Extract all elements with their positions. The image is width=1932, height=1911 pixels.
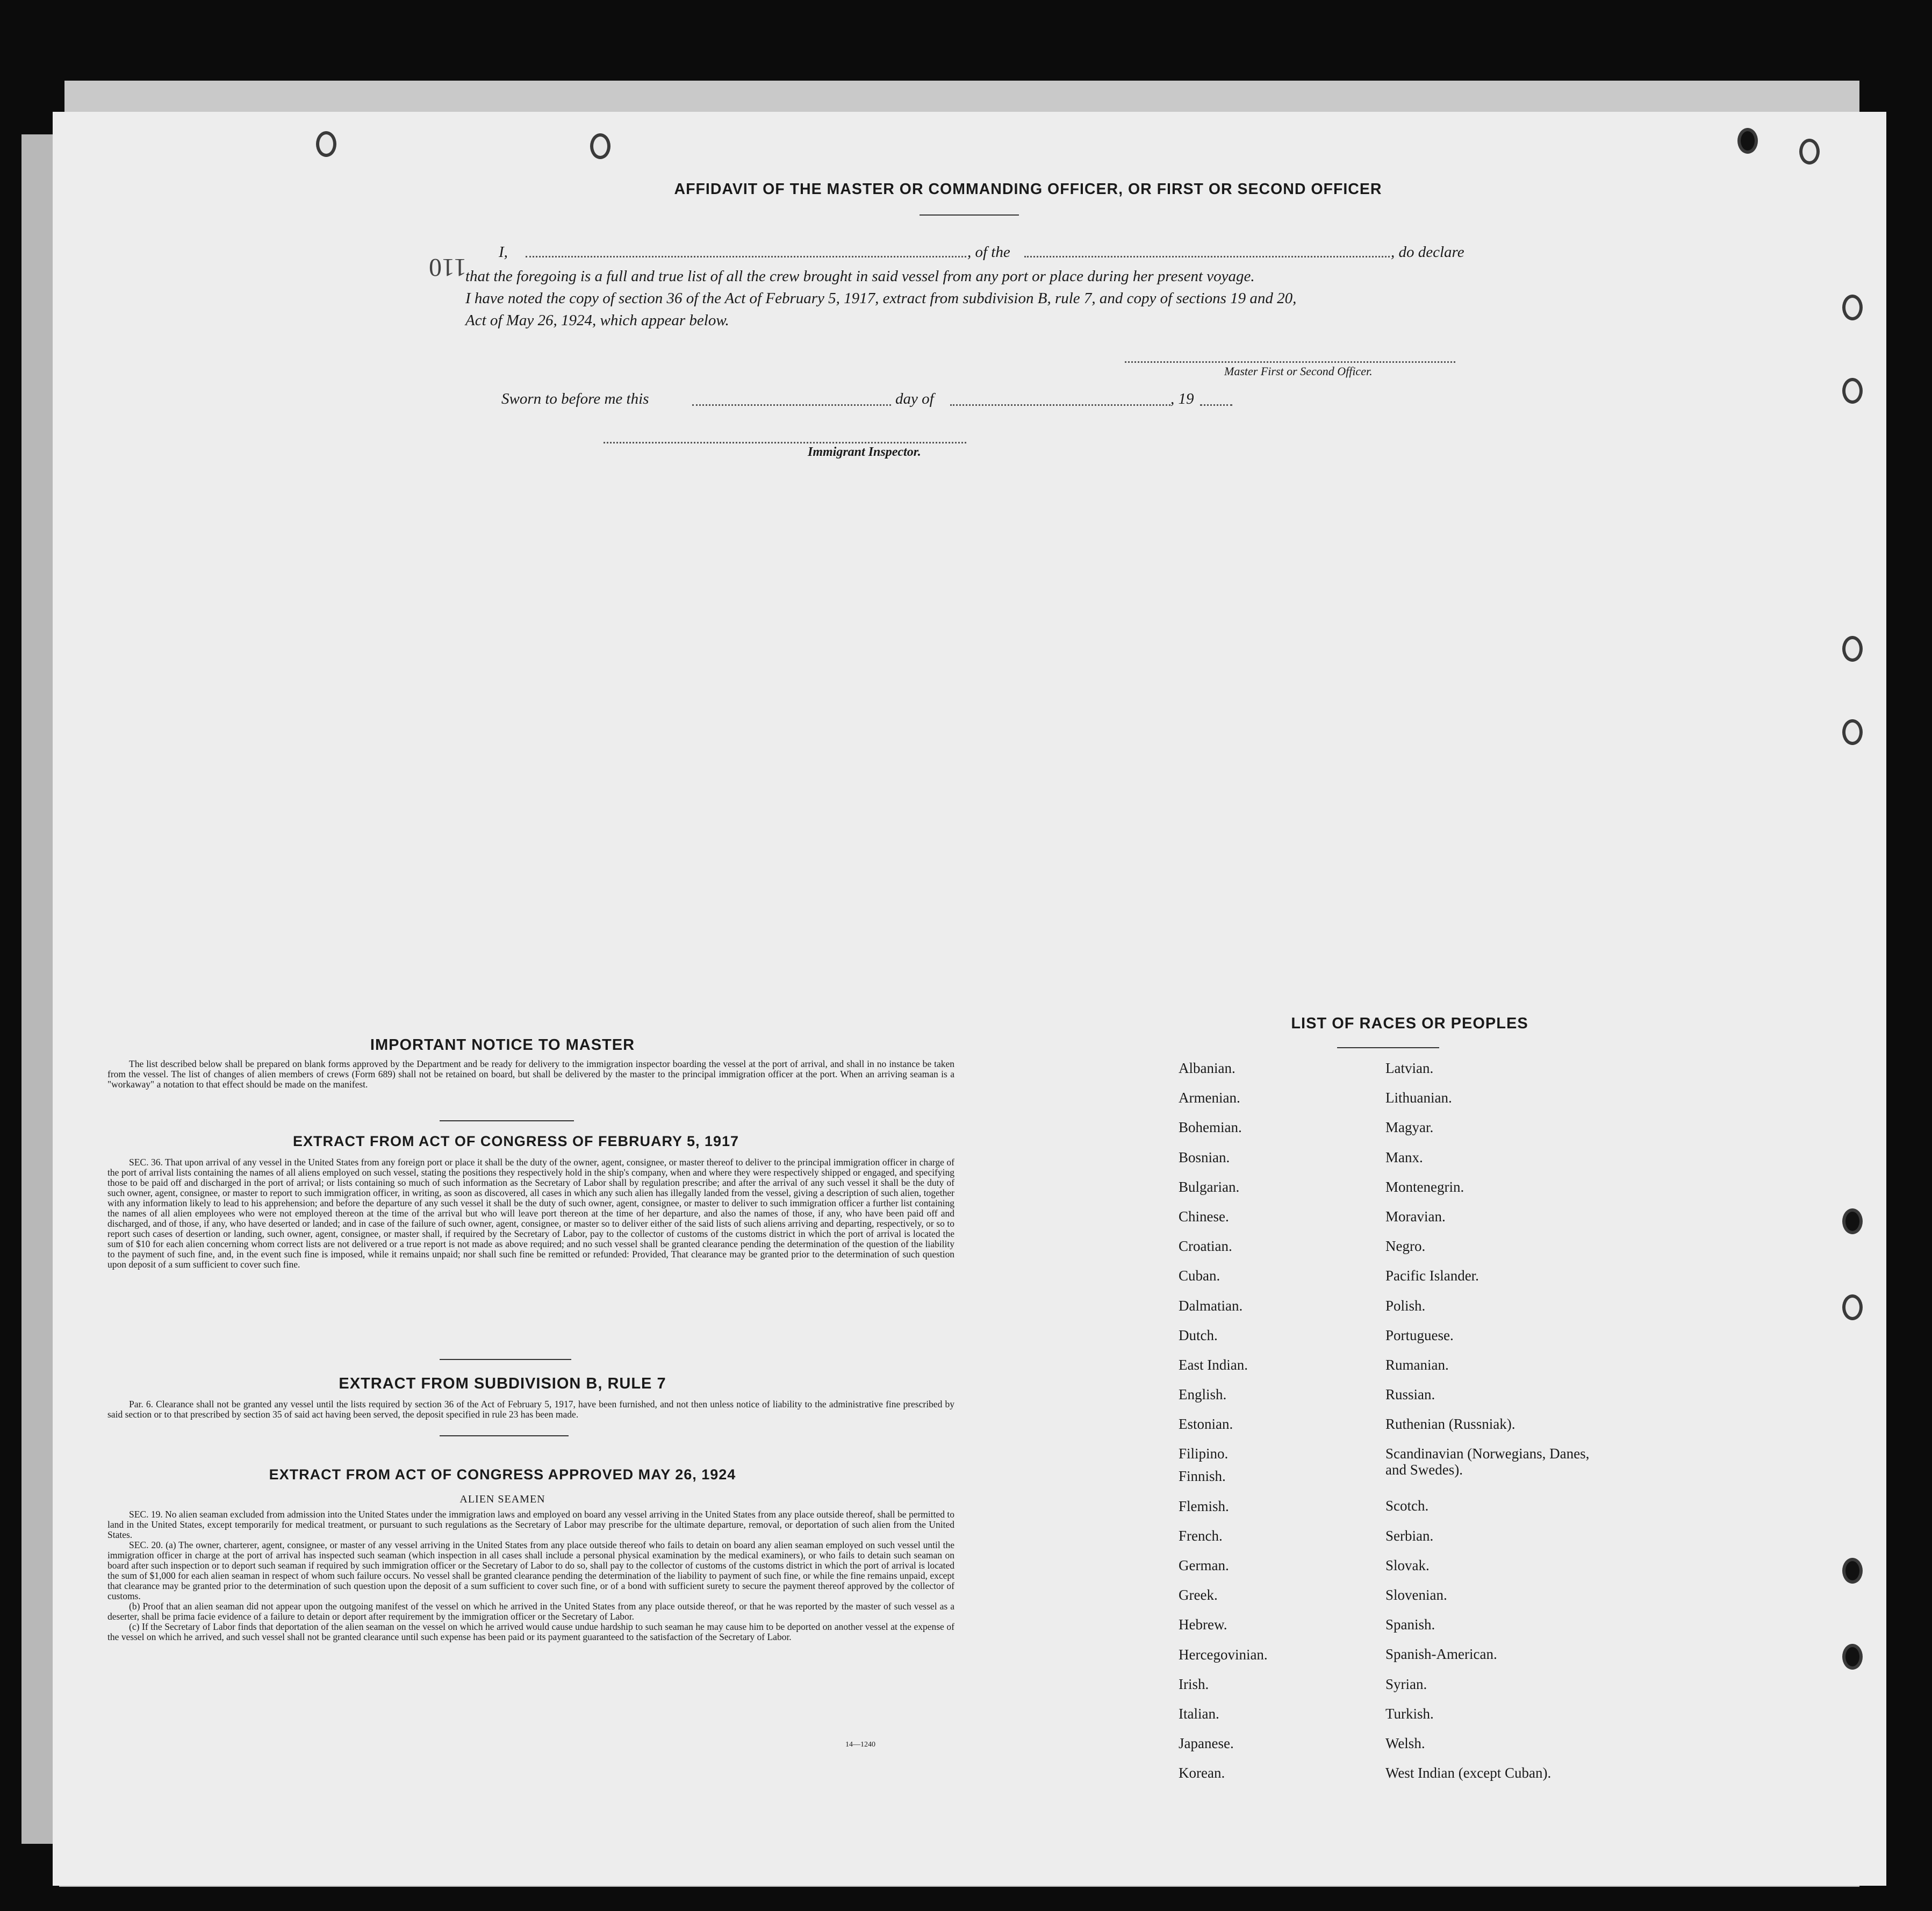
race-item: Japanese.: [1179, 1735, 1234, 1752]
race-item: English.: [1179, 1386, 1227, 1403]
vessel-field[interactable]: [1024, 256, 1390, 257]
race-item: Ruthenian (Russniak).: [1385, 1416, 1516, 1433]
affidavit-line-of: , of the: [967, 244, 1010, 261]
race-item: Russian.: [1385, 1386, 1435, 1403]
race-item: Flemish.: [1179, 1498, 1229, 1514]
punch-hole: [1737, 128, 1758, 154]
race-item: East Indian.: [1179, 1356, 1248, 1373]
race-item: Albanian.: [1179, 1060, 1236, 1076]
notice-text: [107, 1059, 954, 1090]
race-item: German.: [1179, 1557, 1229, 1573]
extract-rule7-divider: [440, 1435, 569, 1436]
extract-1917-title: EXTRACT FROM ACT OF CONGRESS OF FEBRUARY 5, 1917: [292, 1133, 739, 1149]
race-item: Turkish.: [1385, 1705, 1434, 1722]
par-6-paragraph: Par. 6. Clearance shall not be granted any vessel until the lists required by section 36 of the Act of February 5, 1917, have been furnished, and not then unless notice of liability to the administrative fine prescribed by said section or to that prescribed by section 35 of said act having been served, the deposit specified in rule 23 has been made.: [107, 1399, 954, 1420]
title-divider: [920, 214, 1019, 216]
race-item: Scandinavian (Norwegians, Danes, and Swedes).: [1385, 1445, 1590, 1478]
race-item: Slovenian.: [1385, 1587, 1447, 1603]
race-item: Irish.: [1179, 1676, 1209, 1692]
punch-hole: [1842, 1294, 1863, 1320]
race-item: West Indian (except Cuban).: [1385, 1765, 1552, 1781]
extract-rule7-text: [107, 1399, 954, 1420]
punch-hole: [1842, 719, 1863, 745]
race-item: Magyar.: [1385, 1119, 1434, 1136]
inspector-signature-label: Immigrant Inspector.: [808, 445, 921, 459]
document-page: [53, 112, 1886, 1886]
inspector-signature-field[interactable]: [604, 442, 966, 443]
race-item: Negro.: [1385, 1238, 1426, 1255]
section-36-paragraph: SEC. 36. That upon arrival of any vessel in the United States from any foreign port or place it shall be the duty of the owner, agent, consignee, or master thereof to deliver to the principal immigration officer in charge of the port of arrival lists containing the names of all aliens employed on such vessel, stating the positions they respectively hold in the ship's company, when and where they were respectively shipped or engaged, and specifying those to be paid off and discharged in the port of arrival; or lists containing so much of such information as the Secretary of Labor shall by regulation prescribe; and after the arrival of any such vessel it shall be the duty of such owner, agent, consignee, or master to report to such immigration officer, in writing, as soon as discovered, all cases in which any such alien has illegally landed from the vessel, giving a description of such alien, together with any information likely to lead to his apprehension; and before the departure of any such vessel it shall be the duty of such owner, agent, consignee, or master to deliver to such immigration officer a further list containing the names of all alien employees who were not employed thereon at the time of the arrival but who will leave port thereon at the time of her departure, and also the names of those, if any, who have been paid off and discharged, and of those, if any, who have deserted or landed; and in case of the failure of such owner, agent, consignee, or master so to deliver either of the said lists of such aliens arriving and departing, respectively, or so to report such cases of desertion or landing, such owner, agent, consignee, or master shall, if required by the Secretary of Labor, pay to the collector of customs of the customs district in which the port of arrival is located the sum of $10 for each alien concerning whom correct lists are not delivered or a true report is not made as above required; and no such vessel shall be granted clearance pending the determination of the question of the liability to the payment of such fine, and, in the event such fine is imposed, while it remains unpaid; nor shall such fine be remitted or refunded: Provided, That clearance may be granted prior to the determination of such question upon deposit of a sum sufficient to cover such fine.: [107, 1157, 954, 1270]
race-item: Spanish.: [1385, 1616, 1435, 1633]
race-item: Bosnian.: [1179, 1149, 1230, 1165]
race-item: Syrian.: [1385, 1676, 1427, 1692]
notice-paragraph: The list described below shall be prepared on blank forms approved by the Department and be ready for delivery to the immigration inspector boarding the vessel at the port of arrival, and shall in no instance be taken from the vessel. The list of changes of alien members of crews (Form 689) shall not be retained on board, but shall be delivered by the master to the principal immigration officer at the port. When an arriving seaman is a "workaway" a notation to that effect should be made on the manifest.: [107, 1058, 954, 1090]
race-item: Armenian.: [1179, 1090, 1240, 1106]
race-item: Dutch.: [1179, 1327, 1218, 1343]
affidavit-line-4: Act of May 26, 1924, which appear below.: [465, 312, 729, 329]
race-item: Scotch.: [1385, 1498, 1429, 1514]
name-field[interactable]: [526, 256, 966, 257]
extract-1917-divider: [440, 1359, 571, 1360]
race-item: Lithuanian.: [1385, 1090, 1452, 1106]
race-item: Korean.: [1179, 1765, 1225, 1781]
races-right-column: [1385, 1054, 1611, 1788]
section-20b-paragraph: (b) Proof that an alien seaman did not appear upon the outgoing manifest of the vessel on which he arrived in the United States from any place outside thereof, or that he was reported by the master of such vessel as a deserter, shall be prima facie evidence of a failure to detain or deport after requirement by the immigration officer or the Secretary of Labor.: [107, 1601, 954, 1622]
master-signature-label: Master First or Second Officer.: [1224, 364, 1373, 378]
race-item: Spanish-American.: [1385, 1646, 1497, 1663]
race-item: Filipino.: [1179, 1445, 1229, 1462]
race-item: Dalmatian.: [1179, 1297, 1243, 1314]
affidavit-line-declare: , do declare: [1391, 244, 1464, 261]
race-item: Manx.: [1385, 1149, 1423, 1165]
extract-1917-text: [107, 1157, 954, 1270]
sworn-year-field[interactable]: [1200, 404, 1232, 406]
extract-1924-text: [107, 1509, 954, 1642]
form-number: 14—1240: [845, 1741, 875, 1749]
race-item: Portuguese.: [1385, 1327, 1454, 1343]
punch-hole: [1842, 1558, 1863, 1584]
race-item: Welsh.: [1385, 1735, 1425, 1751]
section-19-paragraph: SEC. 19. No alien seaman excluded from admission into the United States under the immigration laws and employed on board any vessel arriving in the United States from any place outside thereof, shall be permitted to land in the United States, except temporarily for medical treatment, or pursuant to such regulations as the Secretary of Labor may prescribe for the ultimate departure, removal, or deportation of such alien from the United States.: [107, 1509, 954, 1540]
race-item: Hebrew.: [1179, 1616, 1227, 1633]
extract-1924-subtitle: ALIEN SEAMEN: [459, 1493, 545, 1505]
race-item: Montenegrin.: [1385, 1178, 1464, 1195]
race-item: Serbian.: [1385, 1527, 1434, 1544]
section-20a-paragraph: SEC. 20. (a) The owner, charterer, agent, consignee, or master of any vessel arriving in the United States from any place outside thereof who fails to detain on board any alien seaman employed on such vessel until the immigration officer in charge at the port of arrival has inspected such seaman (which inspection in all cases shall include a personal physical examination by the medical examiners), or who fails to detain such seaman on board after such inspection or to deport such seaman if required by such immigration officer or the Secretary of Labor to do so, shall pay to the collector of customs of the customs district in which the port of arrival is located the sum of $1,000 for each alien seaman in respect of whom such failure occurs. No vessel shall be granted clearance pending the determination of the liability to payment of such fine, or while the fine remains unpaid, except that clearance may be granted prior to the determination of such question upon the deposit of a sum sufficient to cover such fine, or of a bond with sufficient surety to secure the payment thereof approved by the collector of customs.: [107, 1540, 954, 1601]
punch-hole: [1842, 1644, 1863, 1670]
notice-title: IMPORTANT NOTICE TO MASTER: [370, 1036, 635, 1054]
races-left-column: [1179, 1054, 1383, 1788]
race-item: French.: [1179, 1527, 1223, 1544]
race-item: Italian.: [1179, 1705, 1219, 1722]
race-item: Greek.: [1179, 1587, 1218, 1604]
race-item: Slovak.: [1385, 1557, 1430, 1573]
punch-hole: [1842, 1208, 1863, 1234]
affidavit-line-2: that the foregoing is a full and true list of all the crew brought in said vessel from any port or place during her present voyage.: [465, 268, 1255, 285]
year-label: , 19: [1170, 390, 1194, 407]
extract-rule7-title: EXTRACT FROM SUBDIVISION B, RULE 7: [339, 1375, 666, 1392]
race-item: Cuban.: [1179, 1268, 1220, 1284]
sworn-day-field[interactable]: [692, 404, 891, 406]
races-title: LIST OF RACES OR PEOPLES: [1291, 1015, 1528, 1032]
extract-1924-title: EXTRACT FROM ACT OF CONGRESS APPROVED MAY 26, 1924: [269, 1466, 736, 1483]
race-item: Hercegovinian.: [1179, 1646, 1268, 1663]
race-item: Finnish.: [1179, 1468, 1226, 1485]
day-of-label: day of: [895, 390, 934, 407]
master-signature-field[interactable]: [1125, 361, 1455, 363]
race-item: Rumanian.: [1385, 1356, 1449, 1373]
sworn-label: Sworn to before me this: [501, 390, 649, 407]
race-item: Chinese.: [1179, 1208, 1229, 1225]
race-item: Bulgarian.: [1179, 1178, 1240, 1195]
notice-divider: [440, 1120, 574, 1121]
race-item: Latvian.: [1385, 1060, 1434, 1076]
stamp-number: 110: [429, 253, 467, 282]
races-divider: [1337, 1047, 1439, 1048]
race-item: Croatian.: [1179, 1238, 1232, 1255]
punch-hole: [1842, 295, 1863, 320]
affidavit-line-3: I have noted the copy of section 36 of the Act of February 5, 1917, extract from subdivision B, rule 7, and copy of sections 19 and 20,: [465, 290, 1297, 307]
punch-hole: [1842, 636, 1863, 662]
sworn-month-field[interactable]: [950, 404, 1170, 406]
race-item: Estonian.: [1179, 1416, 1233, 1433]
section-20c-paragraph: (c) If the Secretary of Labor finds that deportation of the alien seaman on the vessel on which he arrived would cause undue hardship to such seaman he may cause him to be deported on another vessel at the expense of the vessel on which he arrived, and such vessel shall not be granted clearance until such expense has been paid or its payment guaranteed to the satisfaction of the Secretary of Labor.: [107, 1621, 954, 1642]
affidavit-line-i: I,: [499, 244, 508, 261]
race-item: Moravian.: [1385, 1208, 1446, 1225]
punch-hole: [1799, 139, 1820, 164]
race-item: Polish.: [1385, 1297, 1426, 1314]
punch-hole: [1842, 378, 1863, 404]
punch-hole: [316, 131, 336, 157]
race-item: Bohemian.: [1179, 1119, 1242, 1136]
affidavit-title: AFFIDAVIT OF THE MASTER OR COMMANDING OFFICER, OR FIRST OR SECOND OFFICER: [674, 181, 1382, 198]
race-item: Pacific Islander.: [1385, 1268, 1479, 1284]
